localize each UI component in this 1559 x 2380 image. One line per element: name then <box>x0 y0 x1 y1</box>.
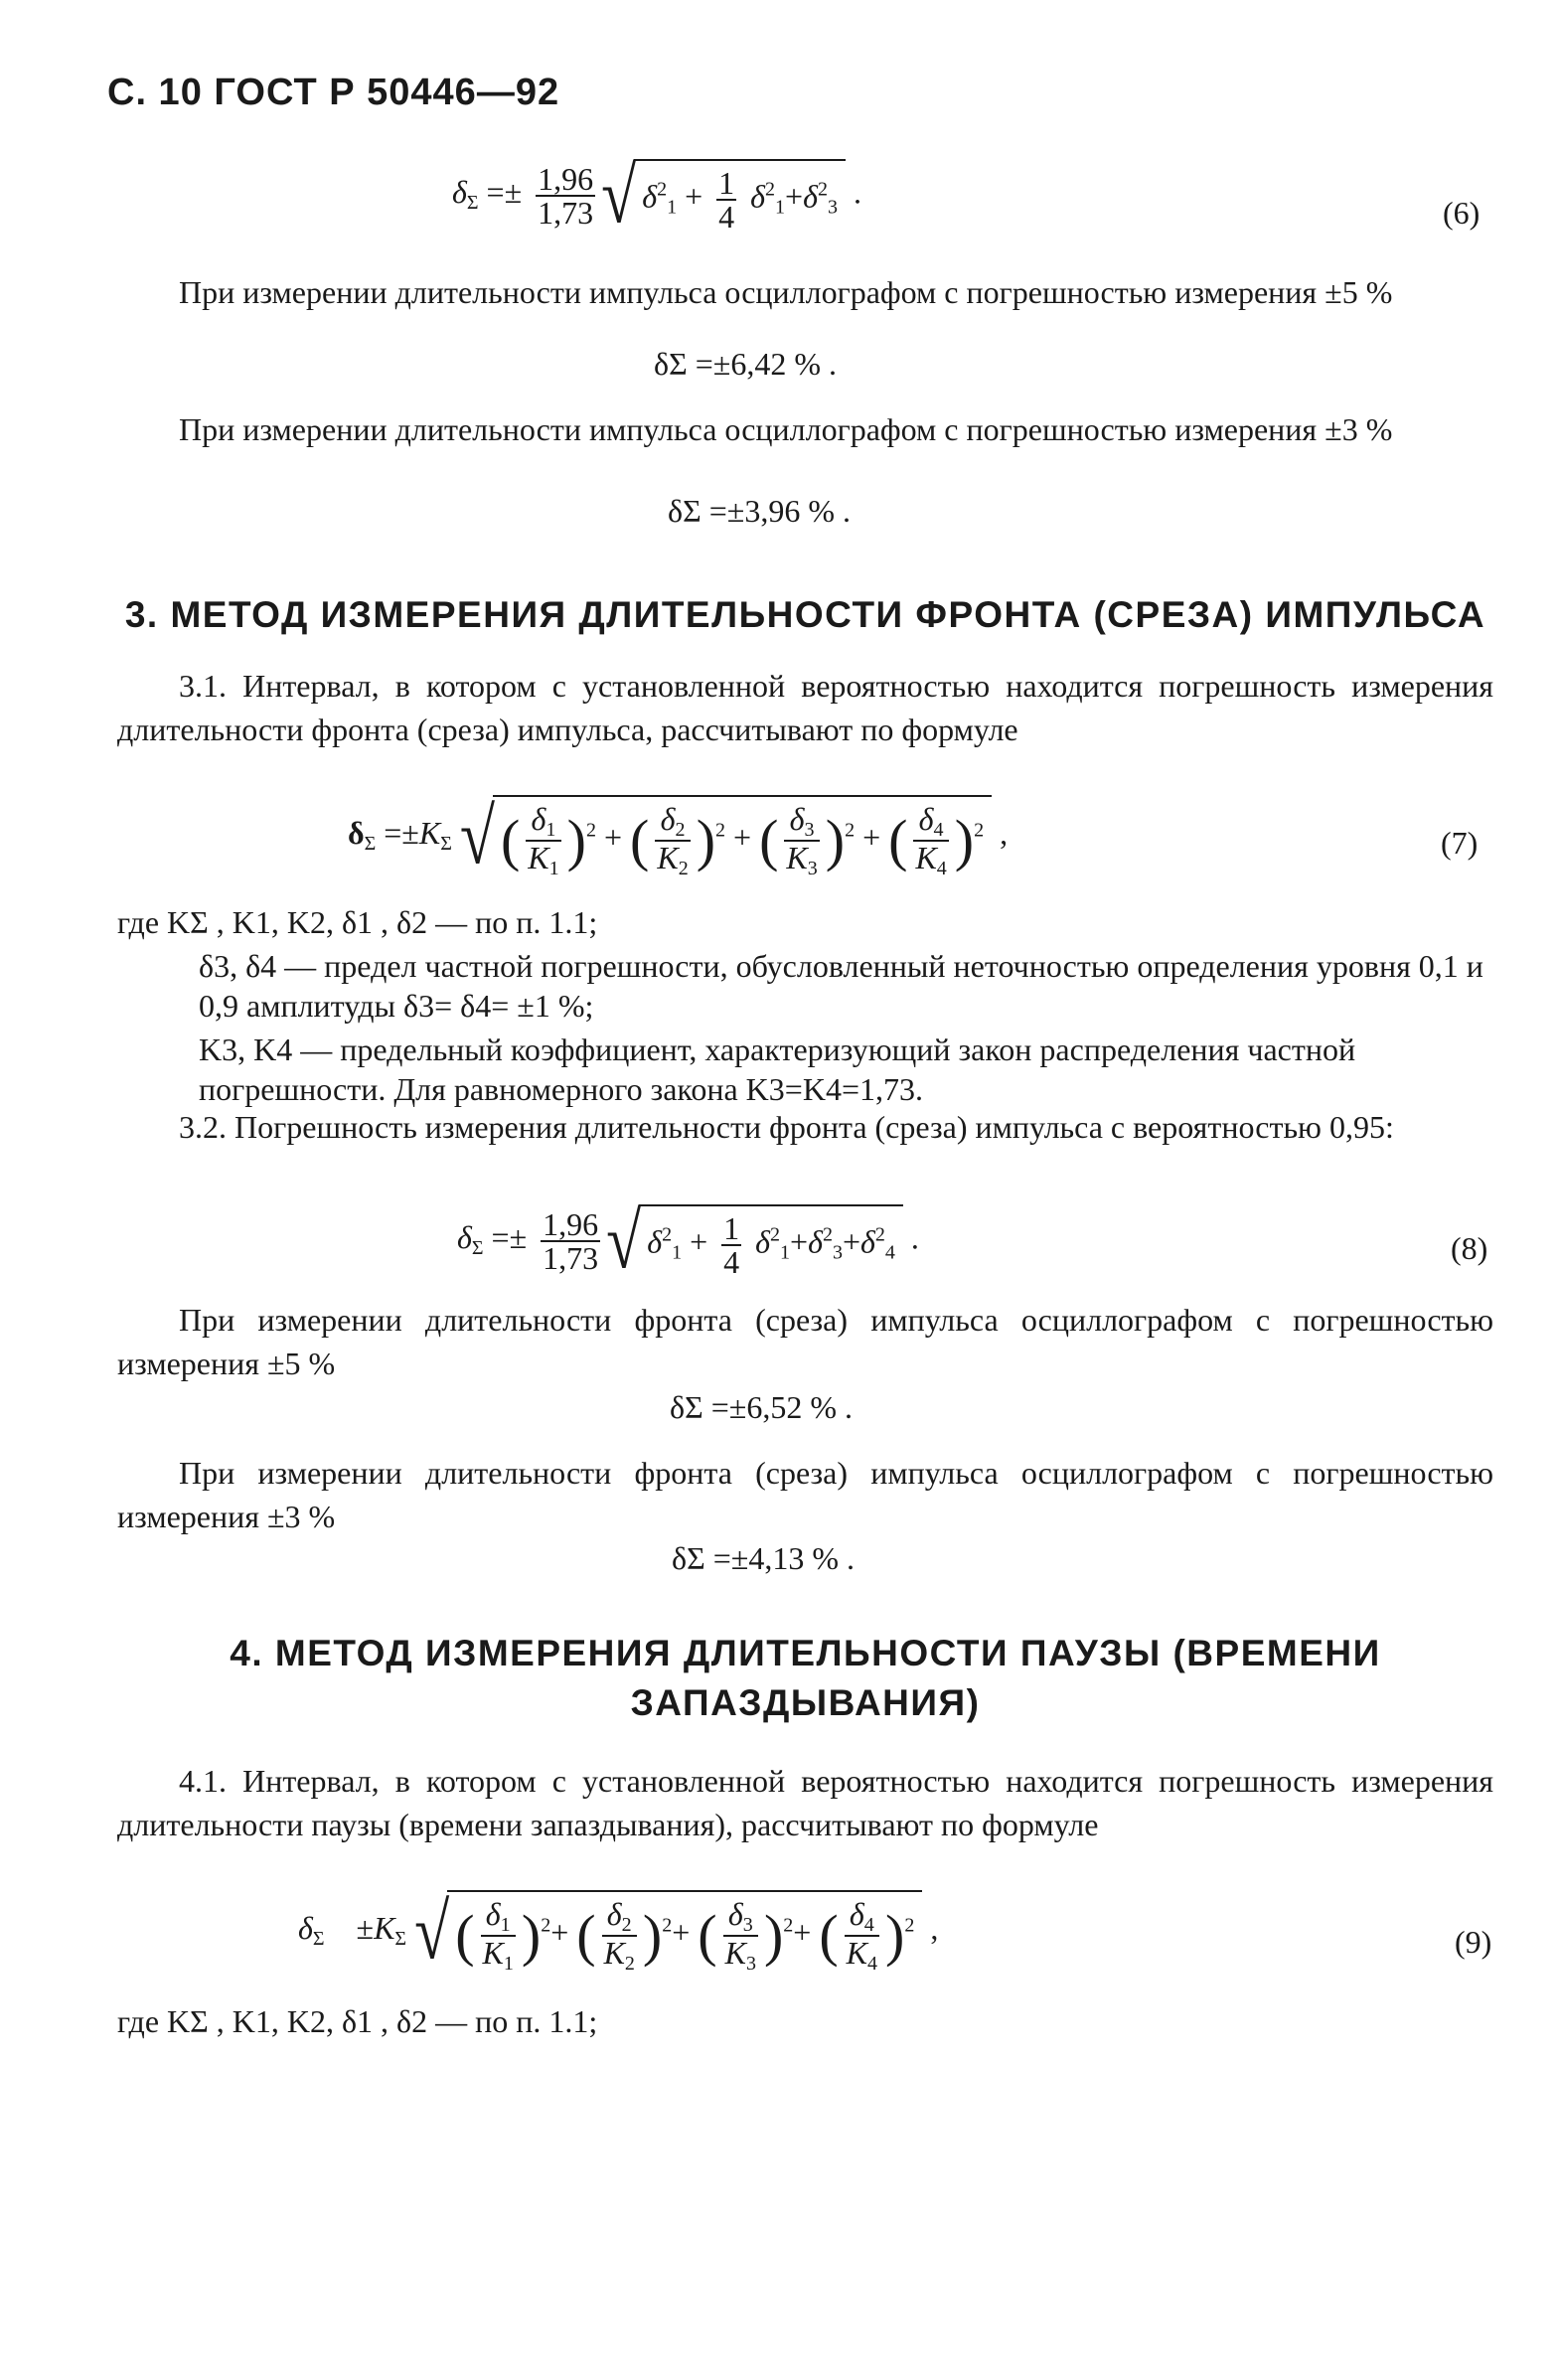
formula-8-radicand: $\delta^2_1$ + $\frac{1}{4}$ $\delta^2_1+\delta^2_3+\delta^2_4$ <box>639 1204 903 1278</box>
paragraph-3-1: 3.1. Интервал, в котором с установленной вероятностью находится погрешность измерения длительности фронта (среза) импульса, рассчитывают по формуле <box>117 668 1493 747</box>
formula-9-radicand: ( $\frac{\delta_1}{K_1}$ )$^2$+ ( $\frac{\delta_2}{K_2}$ )$^2$+ ( $\frac{\delta_3}{K_3}$ )$^2$+ ( $\frac{\delta_4}{K_4}$ )$^2$ <box>447 1890 922 1974</box>
result-3-96: δΣ =±3,96 % . <box>668 493 851 529</box>
formula-7-lhs: $\delta_\Sigma =\pm K_\Sigma$ <box>348 815 452 856</box>
formula-6-radicand: $\delta^2_1$ + $\frac{1}{4}$ $\delta^2_1+\delta^2_3$ <box>634 159 846 233</box>
formula-9: $\delta_\Sigma$ $\pm K_\Sigma$ √ ( $\frac{\delta_1}{K_1}$ )$^2$+ ( $\frac{\delta_2}{K_2}$ )$^2$+ ( $\frac{\delta_3}{K_3}$ )$^2$+ ( $\frac{\delta_4}{K_4}$ )$^2$ , <box>298 1887 939 1976</box>
note-9-where: где KΣ , K1, K2, δ1 , δ2 — по п. 1.1; <box>117 2003 598 2039</box>
note-7-where: где KΣ , K1, K2, δ1 , δ2 — по п. 1.1; <box>117 904 598 940</box>
section-3-heading: 3. МЕТОД ИЗМЕРЕНИЯ ДЛИТЕЛЬНОСТИ ФРОНТА (СРЕЗА) ИМПУЛЬСА <box>124 594 1486 635</box>
paragraph-front-5: При измерении длительности фронта (среза) импульса осциллографом с погрешностью измерения ±5 % <box>117 1302 1493 1381</box>
formula-6: $\delta_\Sigma$ =± $\frac{1,96}{1,73}$ √ $\delta^2_1$ + $\frac{1}{4}$ $\delta^2_1+\delta^2_3$ . <box>452 151 861 239</box>
result-6-42: δΣ =±6,42 % . <box>654 346 837 382</box>
equation-number-6: (6) <box>1443 195 1481 231</box>
note-7-k34: K3, K4 — предельный коэффициент, характеризующий закон распределения частной погрешности. Для равномерного закона K3=K4=1,73. <box>199 1031 1356 1107</box>
formula-8-lhs: $\delta_\Sigma$ =± <box>457 1219 528 1260</box>
result-6-52: δΣ =±6,52 % . <box>670 1389 853 1425</box>
paragraph-front-3: При измерении длительности фронта (среза) импульса осциллографом с погрешностью измерения ±3 % <box>117 1455 1493 1534</box>
formula-9-lhs: $\delta_\Sigma$ $\pm K_\Sigma$ <box>298 1910 407 1951</box>
formula-7-radicand: ( $\frac{\delta_1}{K_1}$ )$^2$ + ( $\frac{\delta_2}{K_2}$ )$^2$ + ( $\frac{\delta_3}{K_3}$ )$^2$ + ( $\frac{\delta_4}{K_4}$ )$^2$ <box>493 795 992 878</box>
paragraph-4-1: 4.1. Интервал, в котором с установленной вероятностью находится погрешность измерения длительности паузы (времени запаздывания), рассчитывают по формуле <box>117 1763 1493 1842</box>
paragraph-oscillograph-3: При измерении длительности импульса осциллографом с погрешностью измерения ±3 % <box>179 411 1393 447</box>
page-header: С. 10 ГОСТ Р 50446—92 <box>107 72 560 113</box>
sqrt-symbol: √ <box>459 792 495 880</box>
formula-6-fraction: $\frac{1,96}{1,73}$ <box>538 161 594 231</box>
equation-number-9: (9) <box>1455 1924 1492 1960</box>
result-4-13: δΣ =±4,13 % . <box>672 1540 855 1576</box>
formula-8: $\delta_\Sigma$ =± $\frac{1,96}{1,73}$ √ $\delta^2_1$ + $\frac{1}{4}$ $\delta^2_1+\delta^2_3+\delta^2_4$ . <box>457 1196 919 1285</box>
paragraph-oscillograph-5: При измерении длительности импульса осциллографом с погрешностью измерения ±5 % <box>179 274 1393 310</box>
formula-6-lhs: $\delta_\Sigma$ =± <box>452 174 523 215</box>
sqrt-symbol: √ <box>414 1887 450 1976</box>
equation-number-7: (7) <box>1441 825 1479 861</box>
section-4-heading-line2: ЗАПАЗДЫВАНИЯ) <box>630 1682 981 1723</box>
sqrt-symbol: √ <box>606 1196 642 1285</box>
sqrt-symbol: √ <box>601 151 637 239</box>
formula-7: $\delta_\Sigma =\pm K_\Sigma$ √ ( $\frac{\delta_1}{K_1}$ )$^2$ + ( $\frac{\delta_2}{K_2}$ )$^2$ + ( $\frac{\delta_3}{K_3}$ )$^2$ + ( $\frac{\delta_4}{K_4}$ )$^2$ , <box>348 792 1009 880</box>
paragraph-3-2: 3.2. Погрешность измерения длительности фронта (среза) импульса с вероятностью 0,95: <box>179 1109 1394 1145</box>
section-4-heading-line1: 4. МЕТОД ИЗМЕРЕНИЯ ДЛИТЕЛЬНОСТИ ПАУЗЫ (ВРЕМЕНИ <box>230 1633 1381 1673</box>
note-7-delta34: δ3, δ4 — предел частной погрешности, обусловленный неточностью определения уровня 0,1 и 0,9 амплитуды δ3= δ4= ±1 %; <box>199 948 1483 1024</box>
equation-number-8: (8) <box>1451 1230 1488 1266</box>
formula-8-fraction: $\frac{1,96}{1,73}$ <box>543 1206 599 1276</box>
